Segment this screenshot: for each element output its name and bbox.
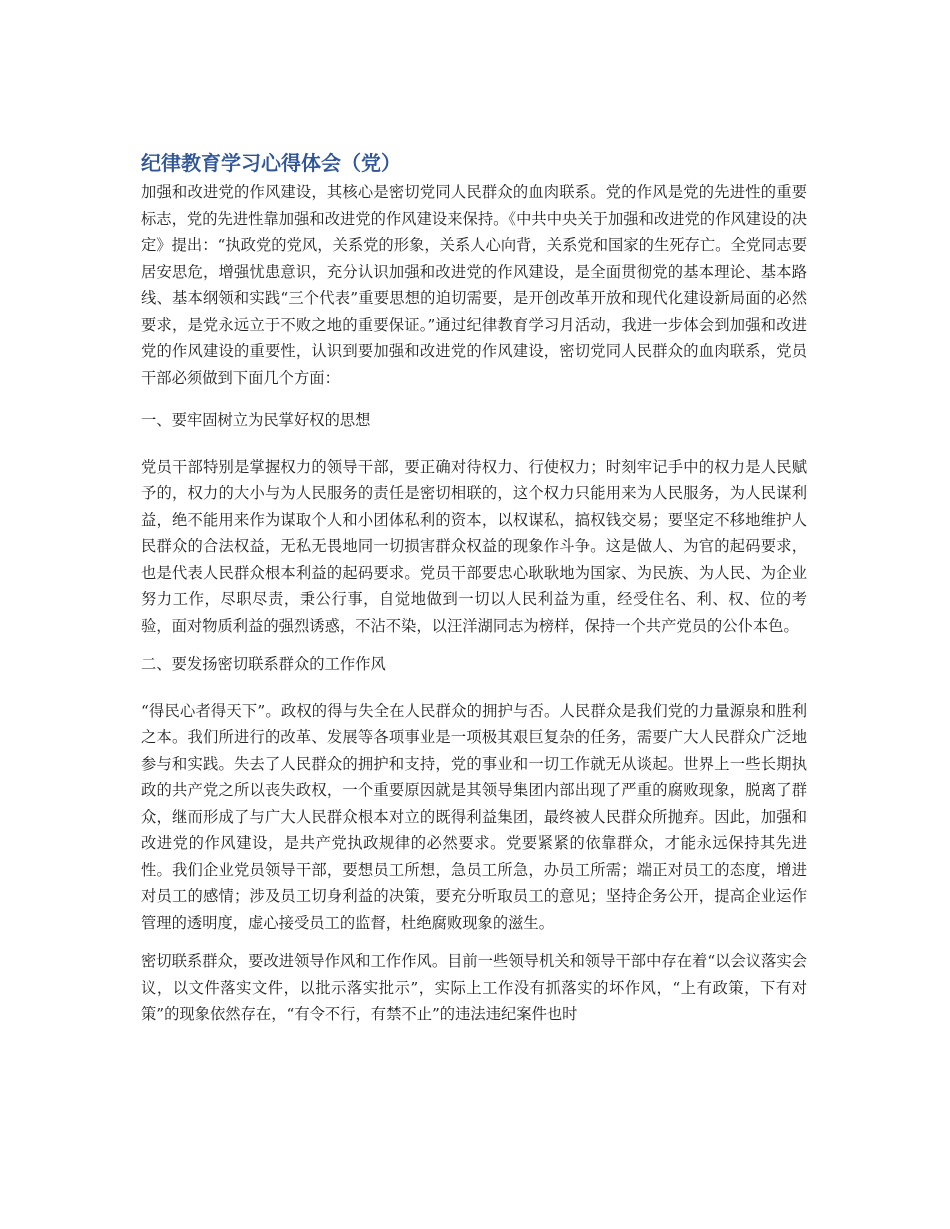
section-2-heading: 二、要发扬密切联系群众的工作作风 (141, 655, 386, 673)
section-2-paragraph-2: 密切联系群众，要改进领导作风和工作作风。目前一些领导机关和领导干部中存在着“以会议落实会议，以文件落实文件，以批示落实批示”，实际上工作没有抓落实的坏作风，“上有政策，下有对策”的现象依然存在，“有令不行，有禁不止”的违法违纪案件也时 (141, 952, 807, 1023)
intro-paragraph: 加强和改进党的作风建设，其核心是密切党同人民群众的血肉联系。党的作风是党的先进性的重要标志，党的先进性靠加强和改进党的作风建设来保持。《中共中央关于加强和改进党的作风建设的决定》提出：“执政党的党风，关系党的形象，关系人心向背，关系党和国家的生死存亡。全党同志要居安思危，增强忧患意识，充分认识加强和改进党的作风建设，是全面贯彻党的基本理论、基本路线、基本纲领和实践“三个代表”重要思想的迫切需要，是开创改革开放和现代化建设新局面的必然要求，是党永远立于不败之地的重要保证。”通过纪律教育学习月活动，我进一步体会到加强和改进党的作风建设的重要性，认识到要加强和改进党的作风建设，密切党同人民群众的血肉联系，党员干部必须做到下面几个方面： (141, 183, 807, 387)
section-2-paragraph: “得民心者得天下”。政权的得与失全在人民群众的拥护与否。人民群众是我们党的力量源泉和胜利之本。我们所进行的改革、发展等各项事业是一项极其艰巨复杂的任务，需要广大人民群众广泛地参与和实践。失去了人民群众的拥护和支持，党的事业和一切工作就无从谈起。世界上一些长期执政的共产党之所以丧失政权，一个重要原因就是其领导集团内部出现了严重的腐败现象，脱离了群众，继而形成了与广大人民群众根本对立的既得利益集团，最终被人民群众所抛弃。因此，加强和改进党的作风建设，是共产党执政规律的必然要求。党要紧紧的依靠群众，才能永远保持其先进性。我们企业党员领导干部，要想员工所想，急员工所急，办员工所需；端正对员工的态度，增进对员工的感情；涉及员工切身利益的决策，要充分听取员工的意见；坚持企务公开，提高企业运作管理的透明度，虚心接受员工的监督，杜绝腐败现象的滋生。 (141, 701, 807, 932)
section-1-heading: 一、要牢固树立为民掌好权的思想 (141, 411, 371, 429)
section-1-paragraph: 党员干部特别是掌握权力的领导干部，要正确对待权力、行使权力；时刻牢记手中的权力是人民赋予的，权力的大小与为人民服务的责任是密切相联的，这个权力只能用来为人民服务，为人民谋利益，绝不能用来作为谋取个人和小团体私利的资本，以权谋私，搞权钱交易；要坚定不移地维护人民群众的合法权益，无私无畏地同一切损害群众权益的现象作斗争。这是做人、为官的起码要求，也是代表人民群众根本利益的起码要求。党员干部要忠心耿耿地为国家、为民族、为人民、为企业努力工作，尽职尽责，秉公行事，自觉地做到一切以人民利益为重，经受住名、利、权、位的考验，面对物质利益的强烈诱惑，不沾不染，以汪洋湖同志为榜样，保持一个共产党员的公仆本色。 (141, 457, 807, 635)
document-title: 纪律教育学习心得体会（党） (141, 151, 401, 175)
document-page (141, 150, 807, 1040)
